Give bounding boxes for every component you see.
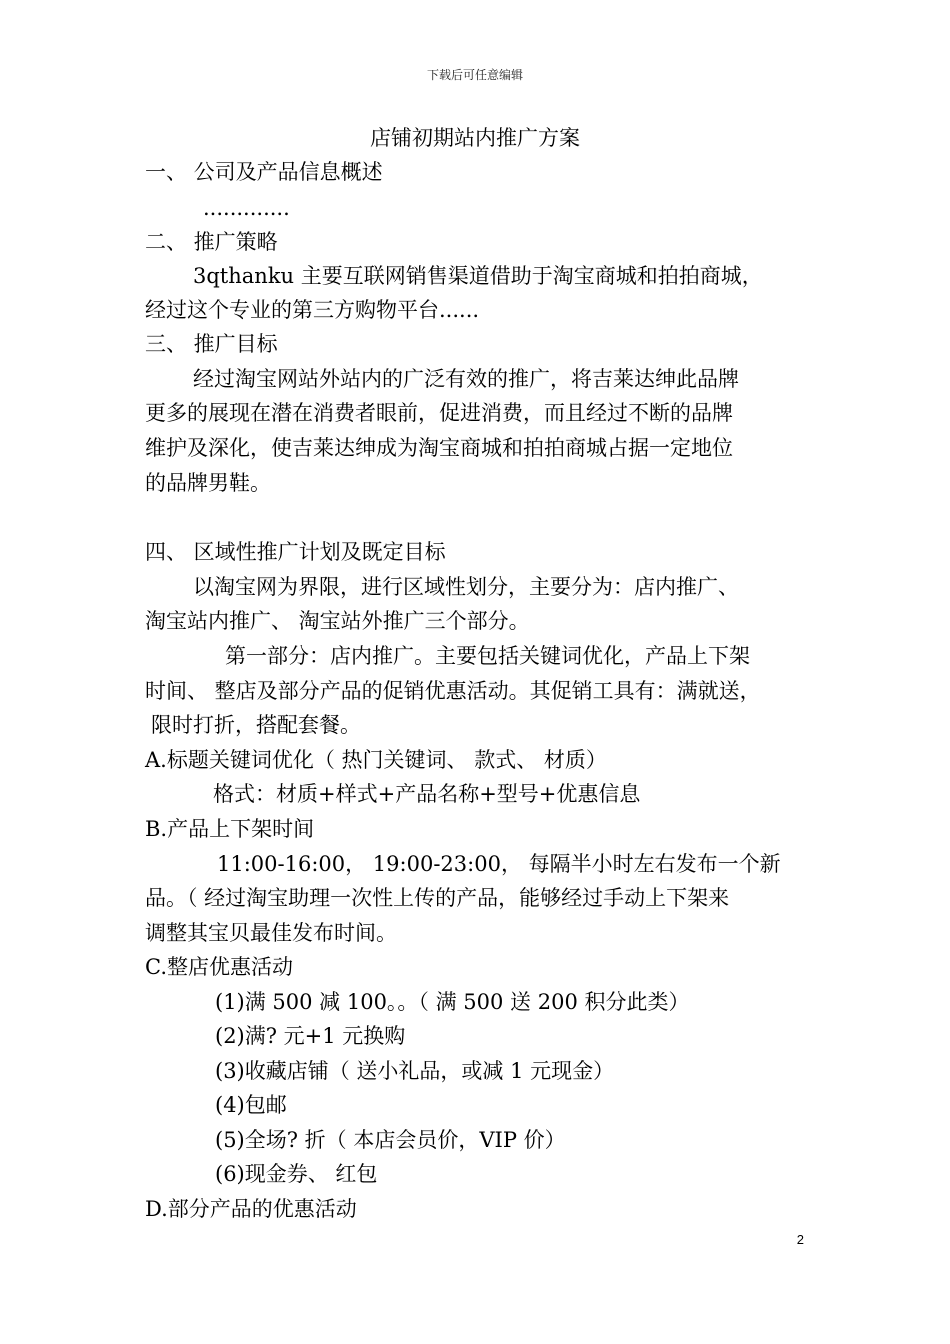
document-title: 店铺初期站内推广方案	[370, 126, 580, 150]
body-line: .............	[203, 196, 290, 220]
list-item: (2)满? 元+1 元换购	[215, 1024, 406, 1048]
section-heading-4: 四、 区域性推广计划及既定目标	[145, 540, 446, 564]
list-item: (1)满 500 减 100。。（ 满 500 送 200 积分此类）	[215, 990, 690, 1014]
section-heading-2: 二、 推广策略	[145, 230, 278, 254]
body-line: 淘宝站内推广、 淘宝站外推广三个部分。	[145, 609, 530, 633]
body-line: 11:00-16:00， 19:00-23:00， 每隔半小时左右发布一个新	[217, 852, 781, 876]
section-heading-3: 三、 推广目标	[145, 332, 278, 356]
body-line: 调整其宝贝最佳发布时间。	[145, 921, 397, 945]
body-line: 经过这个专业的第三方购物平台......	[145, 298, 480, 322]
page-header: 下载后可任意编辑	[426, 68, 523, 82]
list-heading-a: A.标题关键词优化（ 热门关键词、 款式、 材质）	[145, 748, 607, 772]
body-line: 以淘宝网为界限，进行区域性划分，主要分为：店内推广、	[193, 575, 739, 599]
list-item: (6)现金券、 红包	[215, 1162, 378, 1186]
body-line: 更多的展现在潜在消费者眼前，促进消费，而且经过不断的品牌	[145, 401, 733, 425]
body-line: 限时打折，搭配套餐。	[151, 713, 361, 737]
list-item: (3)收藏店铺（ 送小礼品，或减 1 元现金）	[215, 1059, 615, 1083]
list-heading-b: B.产品上下架时间	[145, 817, 315, 841]
list-item: (5)全场? 折（ 本店会员价，VIP 价）	[215, 1128, 566, 1152]
body-line: 经过淘宝网站外站内的广泛有效的推广，将吉莱达绅此品牌	[193, 367, 739, 391]
page-number: 2	[796, 1232, 804, 1247]
body-line: 第一部分：店内推广。主要包括关键词优化，产品上下架	[225, 644, 750, 668]
body-line: 3qthanku 主要互联网销售渠道借助于淘宝商城和拍拍商城，	[193, 264, 763, 288]
list-heading-c: C.整店优惠活动	[145, 955, 293, 979]
body-line: 维护及深化，使吉莱达绅成为淘宝商城和拍拍商城占据一定地位	[145, 436, 733, 460]
body-line: 品。（ 经过淘宝助理一次性上传的产品，能够经过手动上下架来	[145, 886, 730, 910]
body-line: 格式：材质+样式+产品名称+型号+优惠信息	[213, 782, 641, 806]
section-heading-1: 一、 公司及产品信息概述	[145, 160, 383, 184]
list-heading-d: D.部分产品的优惠活动	[145, 1197, 357, 1221]
body-line: 时间、 整店及部分产品的促销优惠活动。其促销工具有：满就送，	[145, 679, 761, 703]
body-line: 的品牌男鞋。	[145, 471, 271, 495]
list-item: (4)包邮	[215, 1093, 287, 1117]
